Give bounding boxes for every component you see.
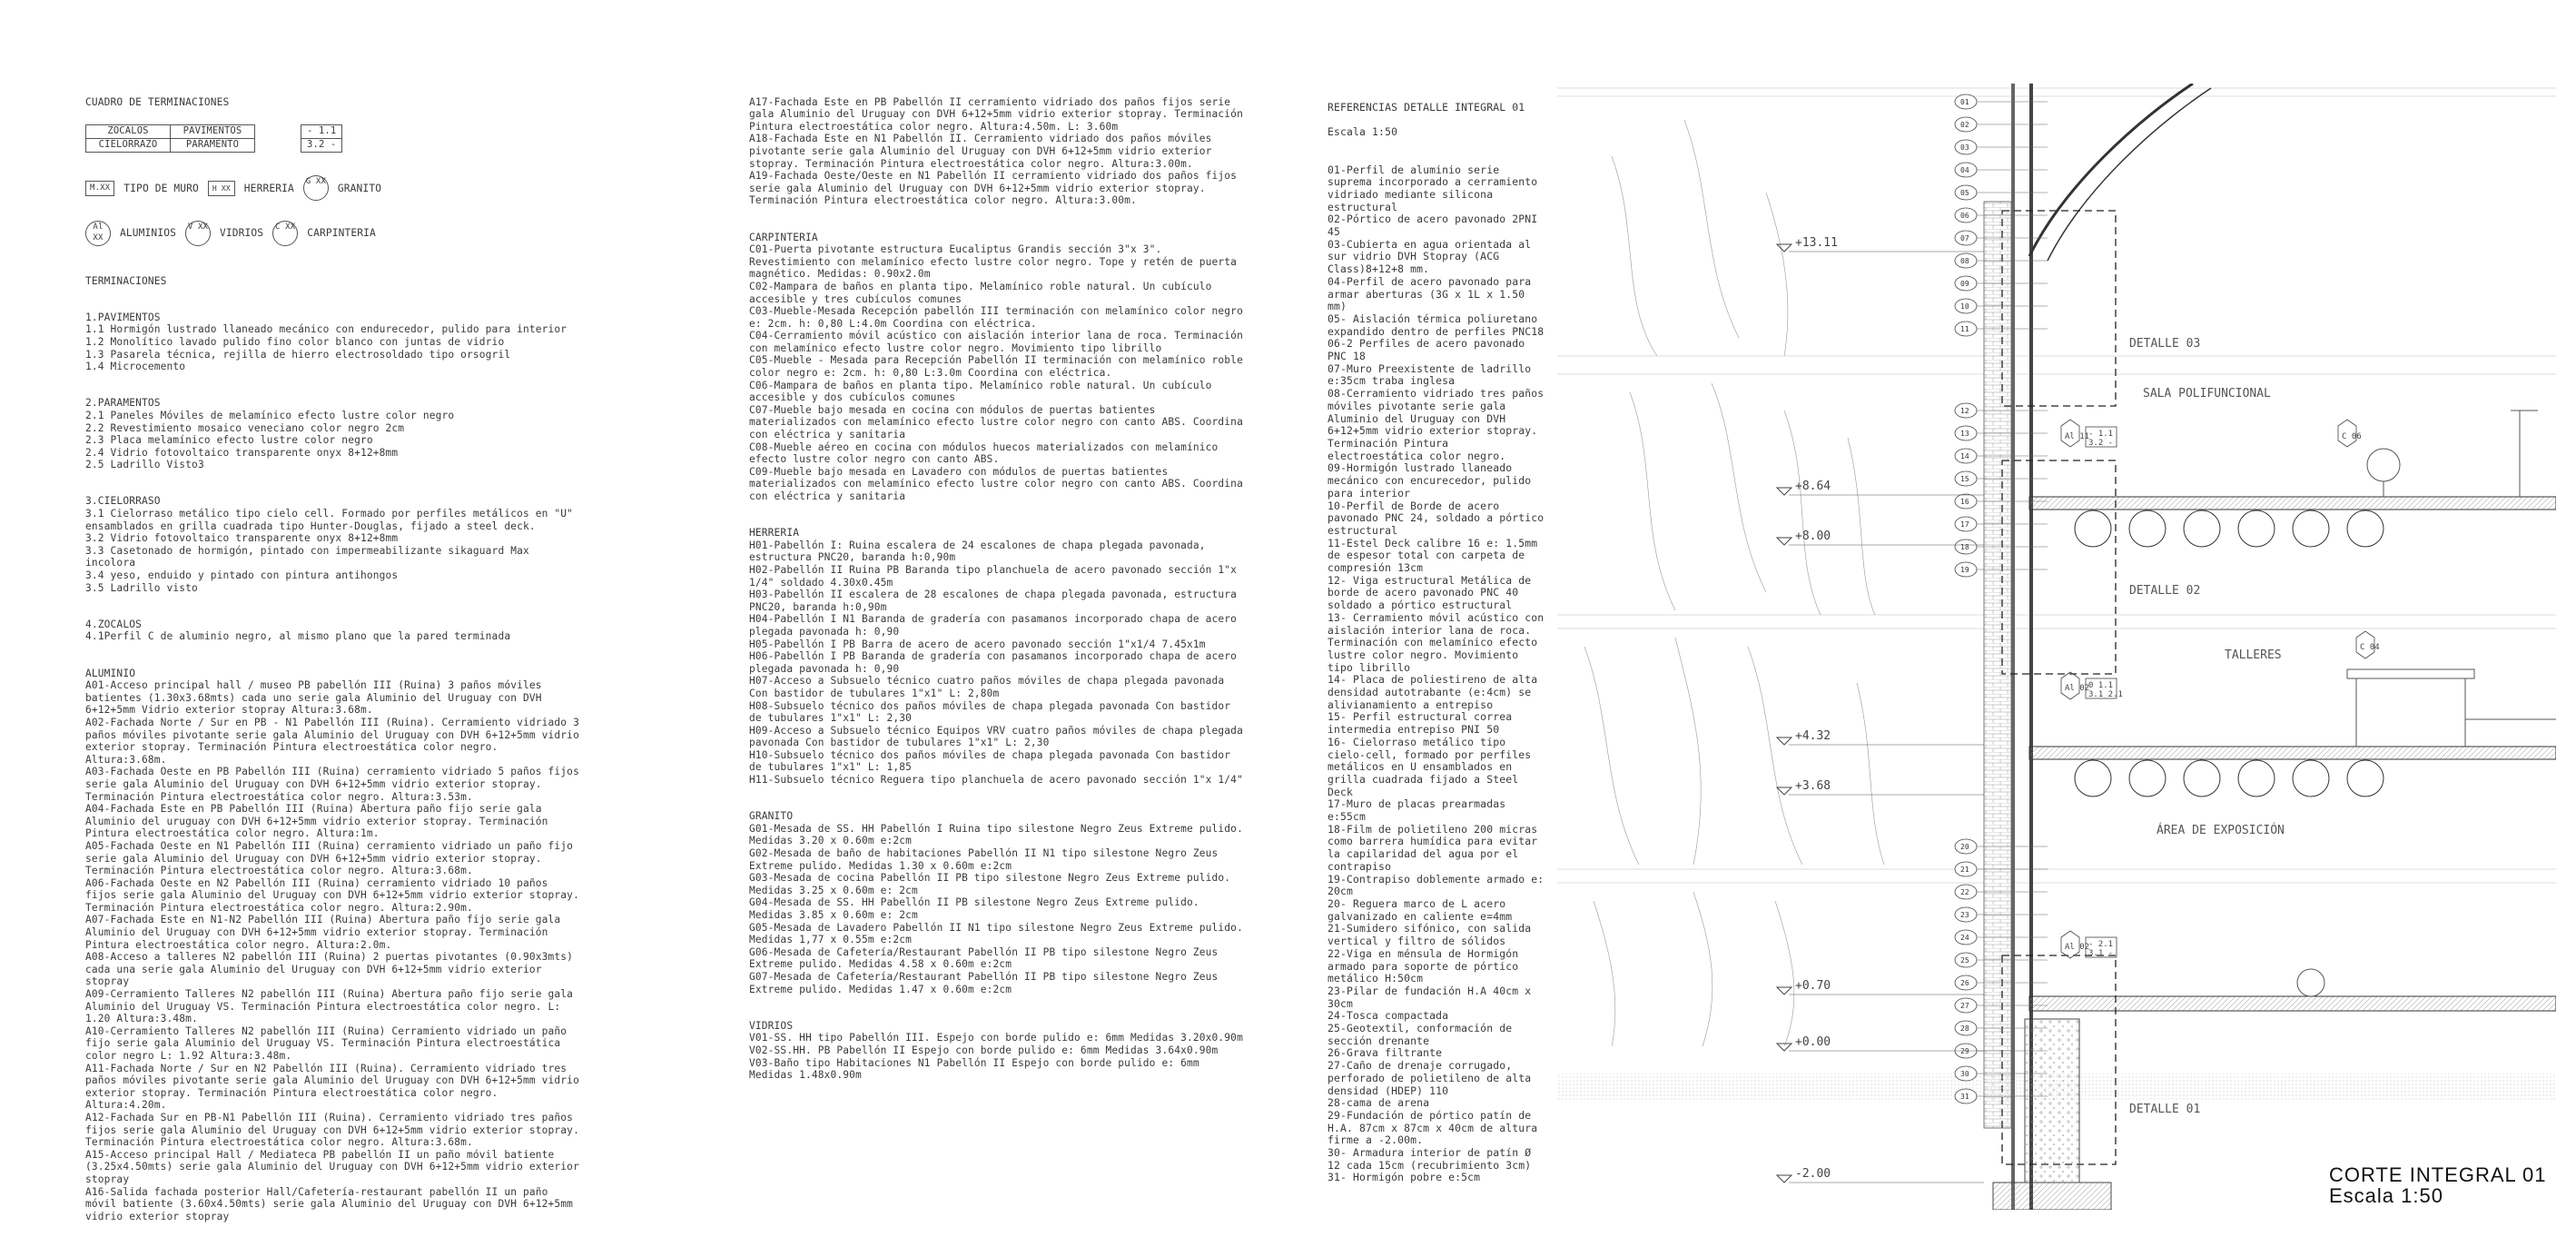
- level-marker: [1777, 1044, 1791, 1051]
- level-marker: [1777, 1175, 1791, 1183]
- carpinteria-tag: C 04: [2360, 643, 2380, 652]
- spec-line: CARPINTERIA: [749, 231, 818, 243]
- symbol-label: ALUMINIOS: [120, 227, 176, 240]
- spec-line: 1.1 Hormigón lustrado llaneado mecánico con endurecedor, pulido para interior: [85, 323, 568, 336]
- roof-arc-inner: [2048, 88, 2211, 261]
- title-block: [2329, 1164, 2547, 1206]
- spec-line: H09-Acceso a Subsuelo técnico Equipos VRV cuatro paños móviles de chapa plegada pavonada Con bastidor de tubulares 1"x1" L: 2,30: [749, 724, 1243, 749]
- callout-number: 27: [1960, 1002, 1969, 1010]
- slab-pb: [2029, 996, 2556, 1011]
- callout-number: 28: [1960, 1024, 1969, 1033]
- spec-line: 3.CIELORRASO: [85, 495, 161, 508]
- legend-title: CUADRO DE TERMINACIONES: [85, 95, 230, 108]
- spec-line: 02-Pórtico de acero pavonado 2PNI 45: [1327, 213, 1538, 239]
- level-marker: [1777, 244, 1791, 252]
- callout-number: 20: [1960, 843, 1969, 851]
- spec-line: H07-Acceso a Subsuelo técnico cuatro paños móviles de chapa plegada pavonada Con bastidor de tubulares 1"x1" L: 2,80m: [749, 675, 1225, 699]
- callout-number: 13: [1960, 430, 1969, 438]
- spec-line: A16-Salida fachada posterior Hall/Cafetería-restaurant pabellón II un paño móvil batiente (3.60x4.50mts) serie gala Aluminio del Uruguay con DVH 6+12+5mm vidrio exterior stopray: [85, 1185, 574, 1222]
- spec-line: A10-Cerramiento Talleres N2 pabellón III (Ruina) Cerramiento vidriado un paño fijo serie gala Aluminio del Uruguay VS. Terminación Pintura electroestática color negro L: 1.92 Altura:3.48m.: [85, 1024, 568, 1062]
- spec-line: ALUMINIO: [85, 667, 136, 679]
- spec-line: 04-Perfil de acero pavonado para armar aberturas (3G x 1L x 1.50 mm): [1327, 274, 1532, 313]
- spec-line: HERRERIA: [749, 527, 800, 539]
- callout-number: 14: [1960, 452, 1969, 460]
- callout-number: 08: [1960, 257, 1969, 265]
- spec-line: 2.1 Paneles Móviles de melamínico efecto lustre color negro: [85, 409, 455, 421]
- aluminio-cont-block: [749, 96, 1249, 207]
- spec-line: G03-Mesada de cocina Pabellón II PB tipo silestone Negro Zeus Extreme pulido. Medidas 3.25 x 0.60m e: 2cm: [749, 872, 1231, 896]
- slab-n1: [2029, 747, 2556, 759]
- detail-label: DETALLE 02: [2129, 584, 2201, 598]
- symbol-label: GRANITO: [337, 182, 382, 194]
- level-label: +8.64: [1795, 480, 1831, 493]
- spec-line: 15- Perfil estructural correa intermedia entrepiso PNI 50: [1327, 710, 1513, 737]
- callout-number: 22: [1960, 888, 1969, 896]
- spec-line: 28-cama de arena: [1327, 1096, 1430, 1110]
- spec-line: A19-Fachada Oeste/Oeste en N1 Pabellón II cerramiento vidriado dos paños fijos serie gala Aluminio del Uruguay con DVH 6+12+5mm vidrio exterior stopray. Terminación Pintura electroestática color negro. Altura:3.00m.: [749, 170, 1238, 207]
- spec-line: A12-Fachada Sur en PB-N1 Pabellón III (Ruina). Cerramiento vidriado tres paños fijos serie gala Aluminio del Uruguay con DVH 6+12+5mm vidrio exterior stopray. Terminación Pintura electroestática color negro. Altura:3.68m.: [85, 1111, 579, 1149]
- spec-line: G07-Mesada de Cafetería/Restaurant Pabellón II PB tipo silestone Negro Zeus Extreme pulido. Medidas 1.47 x 0.60m e:2cm: [749, 970, 1219, 995]
- legend-code: - 1.1: [301, 124, 342, 138]
- spec-line: 18-Film de polietileno 200 micras como barrera humídica para evitar la capilaridad del agua por el contrapiso: [1327, 822, 1538, 873]
- legend-code: 3.2 -: [301, 138, 342, 152]
- slab-n2: [2029, 497, 2556, 510]
- spec-line: 3.3 Casetonado de hormigón, pintado con impermeabilizante sikaguard Max incolora: [85, 544, 529, 569]
- symbol-label: VIDRIOS: [219, 227, 264, 240]
- level-markers: [1777, 236, 1984, 1183]
- spec-line: 31- Hormigón pobre e:5cm: [1327, 1171, 1481, 1184]
- spec-line: 2.4 Vidrio fotovoltaico transparente onyx 8+12+8mm: [85, 446, 399, 459]
- ground-fill: [1557, 1074, 2556, 1101]
- vidrios-block: [749, 1020, 1249, 1082]
- spec-line: A08-Acceso a talleres N2 pabellón III (Ruina) 2 puertas pivotantes (0.90x3mts) cada una serie gala Aluminio del Uruguay con DVH 6+12+5mm vidrio exterior stopray: [85, 951, 574, 988]
- room-label: ÁREA DE EXPOSICIÓN: [2157, 824, 2285, 837]
- spec-line: 01-Perfil de aluminio serie suprema incorporado a cerramiento vidriado mediante silicona estructural: [1327, 163, 1538, 213]
- spec-line: 14- Placa de poliestireno de alta densidad autotrabante (e:4cm) se alivianamiento a entrepiso: [1327, 673, 1538, 711]
- spec-line: G01-Mesada de SS. HH Pabellón I Ruina tipo silestone Negro Zeus Extreme pulido. Medidas 3.20 x 0.60m e:2cm: [749, 822, 1243, 847]
- spec-line: C02-Mampara de baños en planta tipo. Melamínico roble natural. Un cubículo accesible y tres cubículos comunes: [749, 280, 1212, 305]
- spec-line: 3.4 yeso, enduido y pintado con pintura antihongos: [85, 569, 399, 582]
- vidrio-symbol: V XX: [185, 221, 211, 246]
- cielorraso-block: [85, 495, 580, 594]
- spec-line: 19-Contrapiso doblemente armado e: 20cm: [1327, 872, 1545, 898]
- spec-line: 13- Cerramiento móvil acústico con aislación interior lana de roca. Terminación con melamínico efecto lustre color negro. Movimiento tipo librillo: [1327, 610, 1545, 674]
- spec-line: H10-Subsuelo técnico dos paños móviles de chapa plegada pavonada Con bastidor de tubulares 1"x1" L: 1,85: [749, 748, 1231, 774]
- legend-cell: ZOCALOS: [86, 124, 171, 138]
- spec-line: C06-Mampara de baños en planta tipo. Melamínico roble natural. Un cubículo accesible y dos cubículos comunes: [749, 379, 1212, 404]
- callout-number: 05: [1960, 189, 1969, 197]
- symbol-label: CARPINTERIA: [307, 227, 376, 240]
- finish-tag: 0 1.1: [2088, 681, 2114, 690]
- callout-number: 04: [1960, 166, 1969, 174]
- symbol-legend-row: [85, 221, 580, 246]
- spec-line: 17-Muro de placas prearmadas e:55cm: [1327, 797, 1506, 824]
- spec-line: G05-Mesada de Lavadero Pabellón II N1 tipo silestone Negro Zeus Extreme pulido. Medidas 1,77 x 0.55m e:2cm: [749, 921, 1243, 946]
- spec-line: 22-Viga en ménsula de Hormigón armado para soporte de pórtico metálico H:50cm: [1327, 946, 1519, 985]
- references-title: REFERENCIAS DETALLE INTEGRAL 01: [1327, 100, 1525, 114]
- aluminio-tag: Al 11: [2065, 432, 2090, 441]
- level-marker: [1777, 737, 1791, 745]
- spec-line: A18-Fachada Este en N1 Pabellón II. Cerramiento vidriado dos paños móviles pivotante serie gala Aluminio del Uruguay con DVH 6+12+5mm vidrio exterior stopray. Terminación Pintura electroestática color negro. Altura:3.00m.: [749, 133, 1212, 170]
- callout-number: 15: [1960, 475, 1969, 483]
- spec-line: 1.4 Microcemento: [85, 361, 186, 373]
- spec-line: H06-Pabellón I PB Baranda de gradería con pasamanos incorporado chapa de acero plegada pavonada h: 0,90: [749, 650, 1238, 675]
- spec-line: 23-Pilar de fundación H.A 40cm x 30cm: [1327, 984, 1532, 1010]
- carpinteria-symbol: C XX: [272, 221, 298, 246]
- spec-line: C08-Mueble aéreo en cocina con módulos huecos materializados con melamínico efecto lustre color negro con canto ABS.: [749, 440, 1219, 466]
- spec-line: A04-Fachada Este en PB Pabellón III (Ruina) Abertura paño fijo serie gala Aluminio del uruguay con DVH 6+12+5mm vidrio exterior stopray. Terminación Pintura electroestática color negro. Altura:1m.: [85, 803, 548, 840]
- finish-tag: - 1.1: [2088, 430, 2114, 439]
- granito-symbol: G XX: [303, 175, 329, 201]
- spec-line: 1.2 Monolítico lavado pulido fino color blanco con juntas de vidrio: [85, 335, 505, 348]
- spec-line: G06-Mesada de Cafetería/Restaurant Pabellón II PB tipo silestone Negro Zeus Extreme pulido. Medidas 4.58 x 0.60m e:2cm: [749, 945, 1219, 971]
- callout-number: 12: [1960, 407, 1969, 415]
- spec-line: A07-Fachada Este en N1-N2 Pabellón III (Ruina) Abertura paño fijo serie gala Aluminio del Uruguay con DVH 6+12+5mm vidrio exterior stopray. Terminación Pintura electroestática color negro. Altura:2.0m.: [85, 914, 561, 951]
- spec-line: H08-Subsuelo técnico dos paños móviles de chapa plegada pavonada Con bastidor de tubulares 1"x1" L: 2,30: [749, 699, 1231, 725]
- spec-line: 2.5 Ladrillo Visto3: [85, 459, 204, 471]
- level-label: +8.00: [1795, 529, 1831, 543]
- level-label: +3.68: [1795, 779, 1831, 793]
- spec-line: 2.2 Revestimiento mosaico veneciano color negro 2cm: [85, 421, 405, 434]
- carpinteria-tag: C 06: [2342, 432, 2362, 441]
- spec-line: 4.ZOCALOS: [85, 618, 142, 630]
- aluminio-symbol: Al XX: [85, 221, 111, 246]
- references-list: [1327, 164, 1550, 1185]
- spec-line: 27-Caño de drenaje corrugado, perforado de polietileno de alta densidad (HDEP) 110: [1327, 1059, 1532, 1097]
- herreria-block: [749, 527, 1249, 786]
- callout-number: 11: [1960, 325, 1969, 333]
- callout-number: 09: [1960, 280, 1969, 288]
- level-marker: [1777, 987, 1791, 995]
- spec-line: V03-Baño tipo Habitaciones N1 Pabellón II Espejo con borde pulido e: 6mm Medidas 1.48x0.90m: [749, 1056, 1199, 1082]
- spec-line: 16- Cielorraso metálico tipo cielo-cell, formado por perfiles metálicos en U ensamblados en grilla cuadrada fijado a Steel Deck: [1327, 735, 1532, 798]
- herreria-symbol: H XX: [208, 181, 235, 197]
- callout-number: 02: [1960, 121, 1969, 129]
- specs-column: [749, 84, 1249, 1105]
- spec-line: 2.PARAMENTOS: [85, 397, 161, 410]
- detail-label: DETALLE 03: [2129, 337, 2201, 351]
- spec-line: A02-Fachada Norte / Sur en PB - N1 Pabellón III (Ruina). Cerramiento vidriado 3 paños móviles pivotante serie gala Aluminio del Uruguay con DVH 6+12+5mm vidrio exterior stopray. Terminación Pintura electroestática color negro. Altura:3.68m.: [85, 716, 579, 766]
- callout-number: 06: [1960, 212, 1969, 220]
- level-label: +4.32: [1795, 729, 1831, 743]
- spec-line: 07-Muro Preexistente de ladrillo e:35cm traba inglesa: [1327, 361, 1532, 388]
- callout-number: 25: [1960, 956, 1969, 965]
- callout-number: 16: [1960, 498, 1969, 506]
- level-label: +0.00: [1795, 1035, 1831, 1049]
- level-label: -2.00: [1795, 1167, 1831, 1181]
- spec-line: A03-Fachada Oeste en PB Pabellón III (Ruina) cerramiento vidriado 5 paños fijos serie gala Aluminio del Uruguay con DVH 6+12+5mm vidrio exterior stopray. Terminación Pintura electroestática color negro. Altura:3.53m.: [85, 766, 579, 803]
- callout-number: 23: [1960, 911, 1969, 919]
- spec-line: V02-SS.HH. PB Pabellón II Espejo con borde pulido e: 6mm Medidas 3.64x0.90m: [749, 1044, 1219, 1056]
- room-label: TALLERES: [2225, 648, 2282, 662]
- detail-label: DETALLE 01: [2129, 1103, 2201, 1116]
- roof-arc: [2029, 84, 2193, 256]
- callout-number: 24: [1960, 934, 1969, 942]
- spec-line: 08-Cerramiento vidriado tres paños móviles pivotante serie gala Aluminio del Uruguay con DVH 6+12+5mm vidrio exterior stopray. Terminación Pintura electroestática color negro.: [1327, 387, 1545, 462]
- spec-line: A09-Cerramiento Talleres N2 pabellón III (Ruina) Abertura paño fijo serie gala Aluminio del Uruguay VS. Terminación Pintura electroestática color negro. L: 1.20 Altura:3.48m.: [85, 988, 574, 1025]
- references-column: [1327, 89, 1550, 1197]
- vegetation-sketch: [1584, 120, 1884, 1046]
- spec-line: 09-Hormigón lustrado llaneado mecánico con encurecedor, pulido para interior: [1327, 461, 1532, 500]
- spec-line: G04-Mesada de SS. HH Pabellón II PB silestone Negro Zeus Extreme pulido. Medidas 3.85 x 0.60m e: 2cm: [749, 896, 1199, 921]
- spec-line: A06-Fachada Oeste en N2 Pabellón III (Ruina) cerramiento vidriado 10 paños fijos serie gala Aluminio del Uruguay con DVH 6+12+5mm vidrio exterior stopray. Terminación Pintura electroestática color negro. Altura:2.90m.: [85, 876, 579, 914]
- paramentos-block: [85, 397, 580, 471]
- legend-cell: PARAMENTO: [171, 138, 255, 152]
- spec-line: A17-Fachada Este en PB Pabellón II cerramiento vidriado dos paños fijos serie gala Aluminio del Uruguay con DVH 6+12+5mm vidrio exterior stopray. Terminación Pintura electroestática color negro. Altura:4.50m. L: 3.60m: [749, 95, 1243, 133]
- spec-line: 3.2 Vidrio fotovoltaico transparente onyx 8+12+8mm: [85, 532, 399, 545]
- legend-table: [85, 124, 255, 153]
- symbol-label: TIPO DE MURO: [123, 182, 199, 194]
- level-marker: [1777, 488, 1791, 495]
- drawing-scale: Escala 1:50: [2329, 1184, 2443, 1207]
- spec-line: VIDRIOS: [749, 1019, 794, 1032]
- callout-number: 29: [1960, 1047, 1969, 1055]
- callout-number: 19: [1960, 566, 1969, 574]
- aluminio-tag: Al 02: [2065, 943, 2090, 952]
- spec-line: C03-Mueble-Mesada Recepción pabellón III terminación con melamínico color negro e: 2cm. h: 0,80 L:4.0m Coordina con eléctrica.: [749, 305, 1243, 330]
- spec-line: 10-Perfil de Borde de acero pavonado PNC 24, soldado a pórtico estructural: [1327, 499, 1545, 537]
- callout-number: 03: [1960, 144, 1969, 152]
- spec-line: 3.5 Ladrillo visto: [85, 581, 198, 594]
- spec-line: A11-Fachada Norte / Sur en N2 Pabellón III (Ruina). Cerramiento vidriado tres paños móviles pivotante serie gala Aluminio del Uruguay con DVH 6+12+5mm vidrio exterior stopray. Terminación Pintura electroestática color negro. Altura:4.20m.: [85, 1062, 579, 1112]
- spec-line: 30- Armadura interior de patín Ø 12 cada 15cm (recubrimiento 3cm): [1327, 1146, 1532, 1172]
- finish-tag: 3.1 2.1: [2088, 690, 2123, 699]
- spec-line: 3.1 Cielorraso metálico tipo cielo cell. Formado por perfiles metálicos en "U" ensamblados en grilla cuadrada tipo Hunter-Douglas, fijado a steel deck.: [85, 508, 574, 532]
- aluminio-block: [85, 668, 580, 1223]
- spec-line: 21-Sumidero sifónico, con salida vertical y filtro de sólidos: [1327, 922, 1532, 948]
- spec-line: 4.1Perfil C de aluminio negro, al mismo plano que la pared terminada: [85, 630, 511, 643]
- callout-number: 10: [1960, 302, 1969, 311]
- level-marker: [1777, 538, 1791, 545]
- callout-number: 21: [1960, 866, 1969, 874]
- spec-line: 12- Viga estructural Metálica de borde de acero pavonado PNC 40 soldado a pórtico estructural: [1327, 573, 1532, 612]
- section-drawing: [1557, 84, 2556, 1210]
- spec-line: GRANITO: [749, 810, 794, 823]
- zocalos-block: [85, 619, 580, 643]
- wall-type-symbol: M.XX: [85, 181, 114, 197]
- spec-line: 2.3 Placa melamínico efecto lustre color negro: [85, 434, 373, 447]
- legend-cell: CIELORRAZO: [86, 138, 171, 152]
- spec-line: A01-Acceso principal hall / museo PB pabellón III (Ruina) 3 paños móviles batientes (1.30x3.68mts) cada uno serie gala Aluminio del Uruguay con DVH 6+12+5mm Vidrio exterior stopray Altura:3.68m.: [85, 679, 542, 717]
- finish-tag: 3.1 -: [2088, 949, 2114, 958]
- spec-line: C09-Mueble bajo mesada en Lavadero con módulos de puertas batientes materializados con melamínico efecto lustre color negro con canto ABS. Coordina con eléctrica y sanitaria: [749, 465, 1243, 502]
- symbol-legend-row: [85, 175, 580, 201]
- spec-line: 11-Estel Deck calibre 16 e: 1.5mm de espesor total con carpeta de compresión 13cm: [1327, 536, 1538, 575]
- aluminio-tag: Al 02: [2065, 684, 2090, 693]
- legend-cell: PAVIMENTOS: [171, 124, 255, 138]
- spec-line: V01-SS. HH tipo Pabellón III. Espejo con borde pulido e: 6mm Medidas 3.20x0.90m: [749, 1032, 1243, 1044]
- spec-line: 1.PAVIMENTOS: [85, 311, 161, 323]
- spec-line: 1.3 Pasarela técnica, rejilla de hierro electrosoldado tipo orsogril: [85, 348, 511, 361]
- spec-line: 06-2 Perfiles de acero pavonado PNC 18: [1327, 337, 1525, 363]
- foundation-footing: [1993, 1183, 2111, 1210]
- spec-line: 29-Fundación de pórtico patín de H.A. 87cm x 87cm x 40cm de altura firme a -2.00m.: [1327, 1108, 1538, 1147]
- callout-number: 01: [1960, 98, 1969, 106]
- carpinteria-block: [749, 232, 1249, 503]
- spec-line: C07-Mueble bajo mesada en cocina con módulos de puertas batientes materializados con melamínico efecto lustre color negro con canto ABS. Coordina con eléctrica y sanitaria: [749, 403, 1243, 441]
- spec-line: H05-Pabellón I PB Barra de acero de acero pavonado sección 1"x1/4 7.45x1m: [749, 638, 1206, 650]
- level-label: +13.11: [1795, 236, 1838, 250]
- facade-ruling: [1557, 88, 2556, 883]
- spec-line: C05-Mueble - Mesada para Recepción Pabellón II terminación con melamínico roble color negro e: 2cm. h: 0,80 L:3.0m Coordina con eléctrica.: [749, 354, 1243, 380]
- callout-number: 07: [1960, 234, 1969, 242]
- brick-wall: [1984, 202, 2011, 1128]
- spec-line: H04-Pabellón I N1 Baranda de gradería con pasamanos incorporado chapa de acero plegada pavonada h: 0,90: [749, 613, 1238, 638]
- room-label: SALA POLIFUNCIONAL: [2143, 387, 2271, 401]
- finish-tag: 3.2 -: [2088, 439, 2114, 448]
- terminaciones-column: [85, 84, 580, 1247]
- facade-frame: [2011, 84, 2015, 1210]
- spec-line: H03-Pabellón II escalera de 28 escalones de chapa plegada pavonada, estructura PNC20, baranda h:0,90m: [749, 589, 1238, 613]
- spec-line: 25-Geotextil, conformación de sección drenante: [1327, 1022, 1513, 1047]
- pavimentos-block: [85, 312, 580, 373]
- finish-tag: - 2.1: [2088, 940, 2114, 949]
- level-label: +0.70: [1795, 979, 1831, 993]
- spec-line: C04-Cerramiento móvil acústico con aislación interior lana de roca. Terminación con melamínico efecto lustre color negro. Movimiento tipo librillo: [749, 330, 1243, 354]
- level-marker: [1777, 787, 1791, 795]
- callout-number: 30: [1960, 1070, 1969, 1078]
- spec-line: H11-Subsuelo técnico Reguera tipo planchuela de acero pavonado sección 1"x 1/4": [749, 774, 1243, 787]
- spec-line: A05-Fachada Oeste en N1 Pabellón III (Ruina) cerramiento vidriado un paño fijo serie gala Aluminio del Uruguay con DVH 6+12+5mm vidrio exterior stopray. Terminación Pintura electroestática color negro. Altura:3.68m.: [85, 839, 574, 877]
- terminaciones-title: TERMINACIONES: [85, 274, 167, 287]
- callout-number: 18: [1960, 543, 1969, 551]
- references-scale: Escala 1:50: [1327, 125, 1398, 139]
- drawing-title: CORTE INTEGRAL 01: [2329, 1163, 2547, 1186]
- spec-line: 03-Cubierta en agua orientada al sur vidrio DVH Stopray (ACG Class)8+12+8 mm.: [1327, 237, 1532, 276]
- spec-line: 05- Aislación térmica poliuretano expandido dentro de perfiles PNC18: [1327, 312, 1545, 338]
- spec-line: 24-Tosca compactada: [1327, 1009, 1449, 1023]
- spec-line: C01-Puerta pivotante estructura Eucaliptus Grandis sección 3"x 3". Revestimiento con melamínico efecto lustre color negro. Tope y retén de puerta magnético. Medidas: 0.90x2.0m: [749, 243, 1238, 281]
- granito-block: [749, 810, 1249, 995]
- callout-number: 17: [1960, 520, 1969, 529]
- spec-line: 26-Grava filtrante: [1327, 1046, 1443, 1060]
- callout-number: 26: [1960, 979, 1969, 987]
- spec-line: H01-Pabellón I: Ruina escalera de 24 escalones de chapa plegada pavonada, estructura PNC20, baranda h:0,90m: [749, 539, 1206, 564]
- legend-code-table: [301, 124, 342, 153]
- spec-line: 20- Reguera marco de L acero galvanizado en caliente e=4mm: [1327, 897, 1513, 923]
- spec-line: A15-Acceso principal Hall / Mediateca PB pabellón II un paño móvil batiente (3.25x4.50mts) serie gala Aluminio del Uruguay con DVH 6+12+5mm vidrio exterior stopray: [85, 1148, 579, 1185]
- callout-number: 31: [1960, 1093, 1969, 1101]
- spec-line: H02-Pabellón II Ruina PB Baranda tipo planchuela de acero pavonado sección 1"x 1/4" soldado 4.30x0.45m: [749, 563, 1238, 589]
- spec-line: G02-Mesada de baño de habitaciones Pabellón II N1 tipo silestone Negro Zeus Extreme pulido. Medidas 1.30 x 0.60m e:2cm: [749, 847, 1219, 872]
- symbol-label: HERRERIA: [243, 182, 294, 194]
